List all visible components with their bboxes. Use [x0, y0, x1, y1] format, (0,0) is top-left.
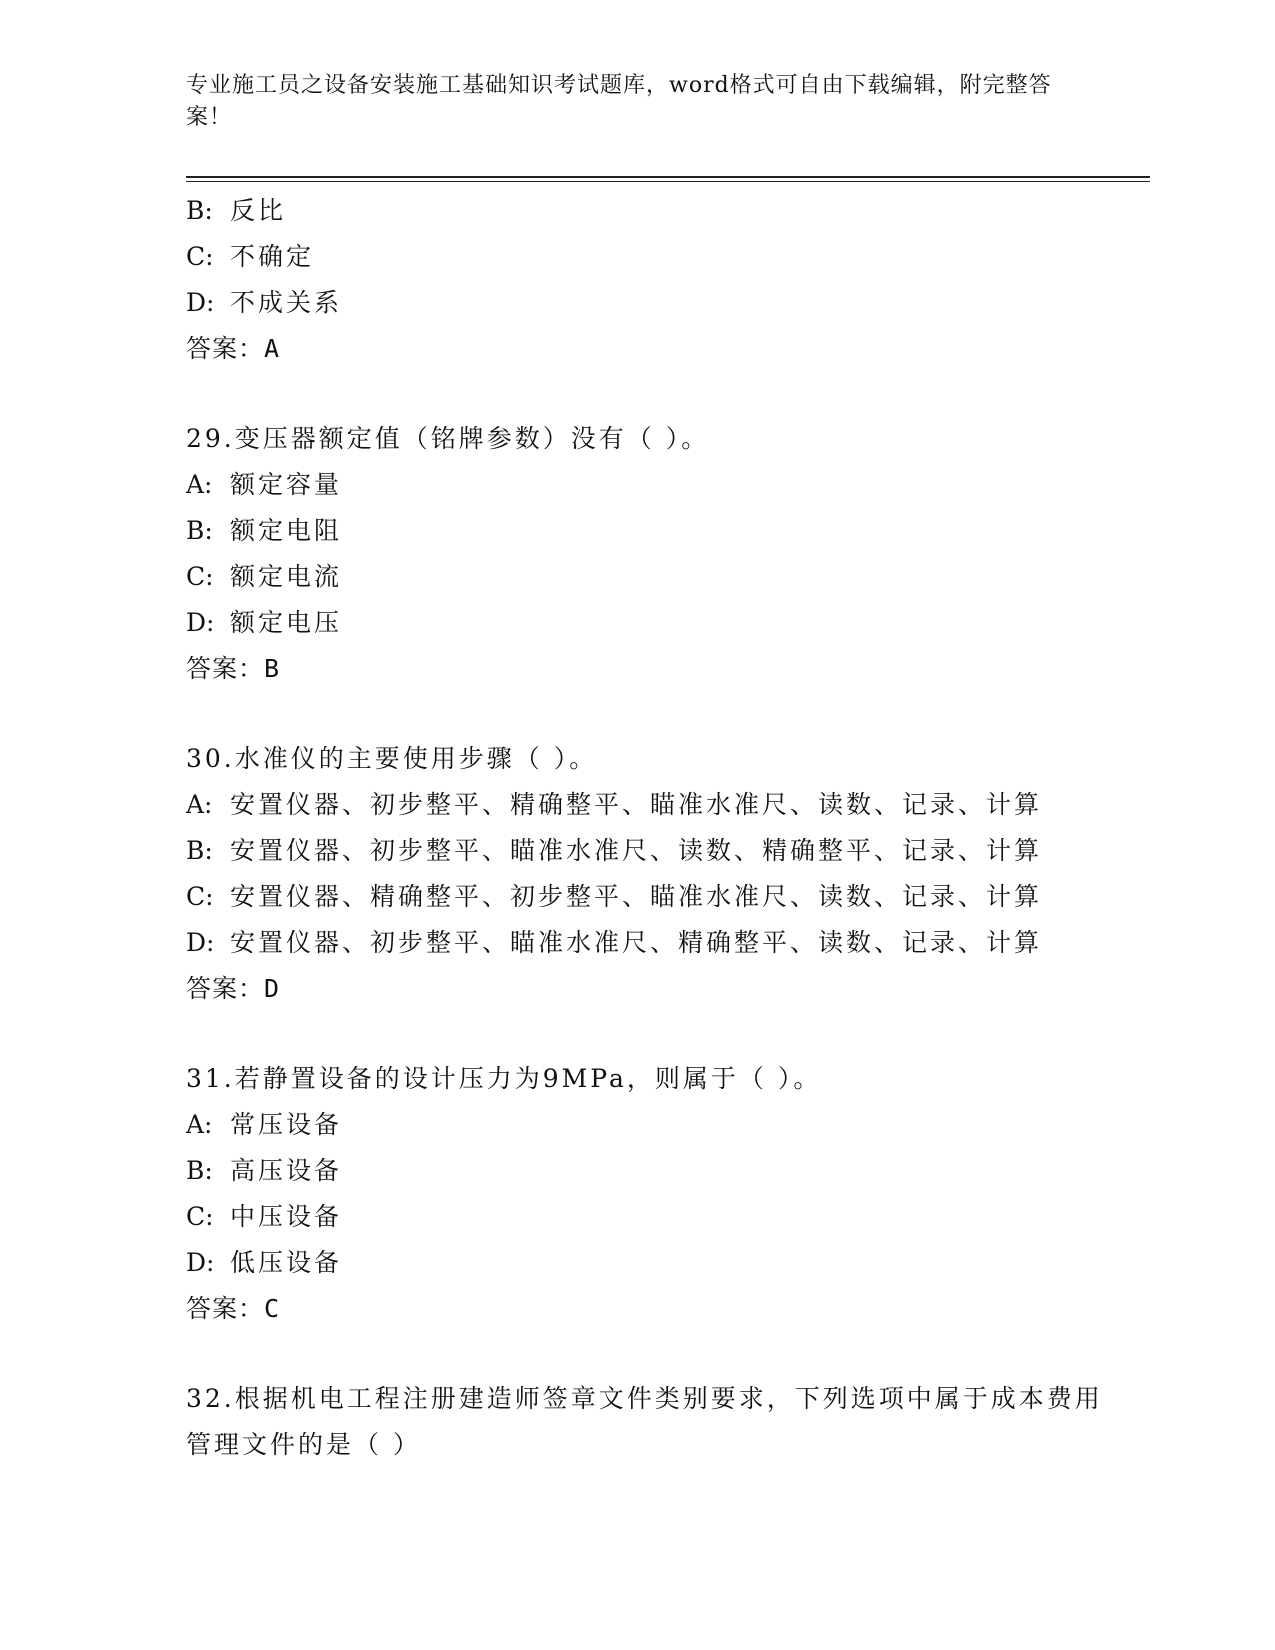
option-line [186, 1240, 1126, 1286]
option-text: 不确定 [230, 242, 315, 271]
option-text: 额定容量 [230, 470, 343, 499]
option-line [186, 508, 1126, 554]
option-text: 额定电流 [230, 562, 343, 591]
header-rule-thin [186, 181, 1150, 182]
option-text: 中压设备 [230, 1202, 343, 1231]
option-key: B: [186, 836, 213, 865]
option-key: B: [186, 1156, 213, 1185]
option-line [186, 234, 1126, 280]
option-text: 安置仪器、初步整平、瞄准水准尺、读数、精确整平、记录、计算 [230, 836, 1043, 865]
option-text: 反比 [230, 196, 287, 225]
option-key: C: [186, 562, 214, 591]
option-line [186, 874, 1126, 920]
option-key: D: [186, 1248, 215, 1277]
option-line [186, 462, 1126, 508]
option-text: 安置仪器、初步整平、精确整平、瞄准水准尺、读数、记录、计算 [230, 790, 1043, 819]
option-text: 安置仪器、精确整平、初步整平、瞄准水准尺、读数、记录、计算 [230, 882, 1043, 911]
answer-line: 答案：D [186, 974, 281, 1003]
question-list [186, 188, 1126, 1468]
option-key: A: [186, 1110, 213, 1139]
option-line [186, 188, 1126, 234]
option-line [186, 782, 1126, 828]
question-text: 29.变压器额定值（铭牌参数）没有（ ）。 [186, 424, 710, 453]
option-key: A: [186, 470, 213, 499]
document-header: 专业施工员之设备安装施工基础知识考试题库，word格式可自由下载编辑，附完整答案！ [186, 73, 1052, 130]
question-block [186, 188, 1126, 372]
question-text: 32.根据机电工程注册建造师签章文件类别要求，下列选项中属于成本费用管理文件的是（ ） [186, 1384, 1103, 1459]
option-key: B: [186, 196, 213, 225]
question-block [186, 1056, 1126, 1332]
option-key: C: [186, 882, 214, 911]
answer-line: 答案：B [186, 654, 281, 683]
question-text: 31.若静置设备的设计压力为9MPa，则属于（ ）。 [186, 1064, 822, 1093]
option-text: 低压设备 [230, 1248, 343, 1277]
question-block [186, 736, 1126, 1012]
option-text: 额定电阻 [230, 516, 343, 545]
option-text: 不成关系 [230, 288, 343, 317]
option-line [186, 554, 1126, 600]
option-line [186, 1194, 1126, 1240]
option-line [186, 828, 1126, 874]
question-block [186, 416, 1126, 692]
option-key: B: [186, 516, 213, 545]
option-line [186, 600, 1126, 646]
option-key: D: [186, 288, 215, 317]
option-text: 安置仪器、初步整平、瞄准水准尺、精确整平、读数、记录、计算 [230, 928, 1043, 957]
answer-line: 答案：A [186, 334, 281, 363]
option-key: D: [186, 608, 215, 637]
option-text: 常压设备 [230, 1110, 343, 1139]
option-key: C: [186, 1202, 214, 1231]
header-rule-thick [186, 176, 1150, 178]
option-text: 额定电压 [230, 608, 343, 637]
option-text: 高压设备 [230, 1156, 343, 1185]
option-line [186, 1148, 1126, 1194]
option-line [186, 1102, 1126, 1148]
option-line [186, 920, 1126, 966]
option-key: D: [186, 928, 215, 957]
option-key: C: [186, 242, 214, 271]
option-line [186, 280, 1126, 326]
question-text: 30.水准仪的主要使用步骤（ ）。 [186, 744, 598, 773]
question-block [186, 1376, 1126, 1468]
answer-line: 答案：C [186, 1294, 281, 1323]
option-key: A: [186, 790, 213, 819]
